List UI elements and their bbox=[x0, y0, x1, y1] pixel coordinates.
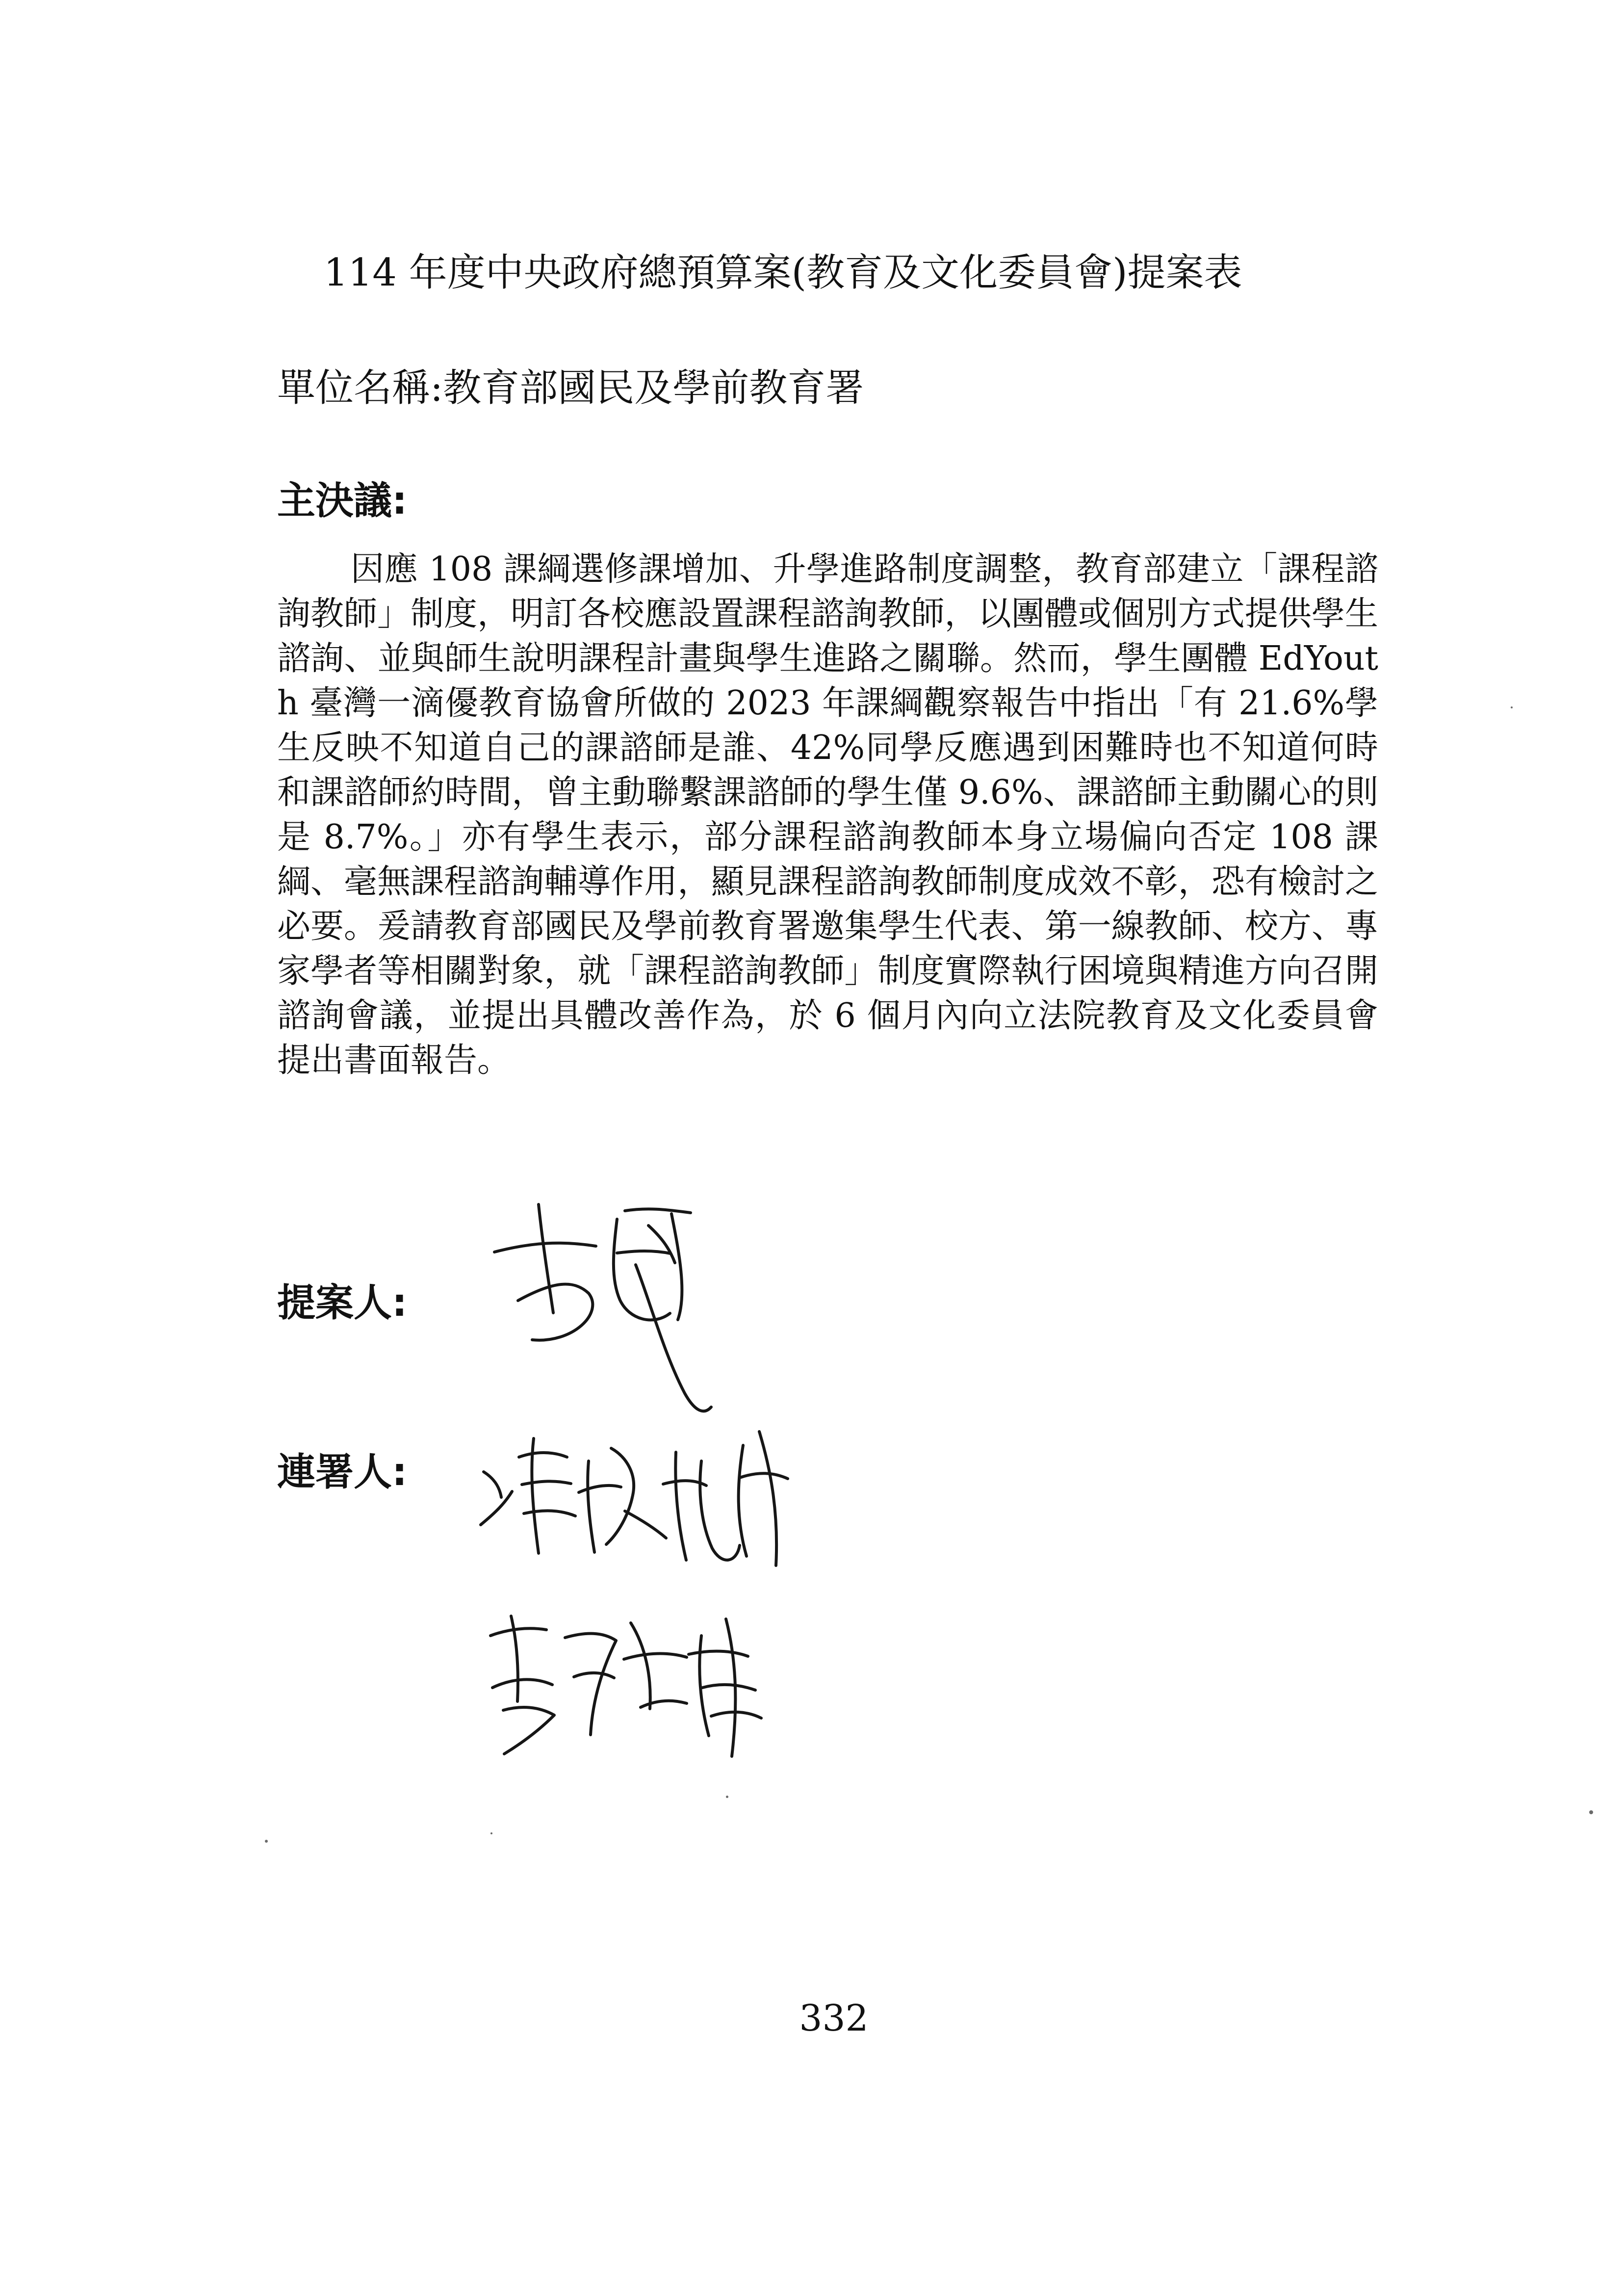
proposer-label: 提案人: bbox=[277, 1281, 408, 1325]
unit-line bbox=[277, 365, 864, 412]
scan-speck bbox=[726, 1796, 728, 1798]
cosigner-signature-1-icon bbox=[471, 1413, 844, 1590]
unit-name: 教育部國民及學前教育署 bbox=[443, 366, 864, 410]
document-title: 114 年度中央政府總預算案(教育及文化委員會)提案表 bbox=[324, 251, 1242, 295]
proposer-signature-icon bbox=[481, 1192, 755, 1428]
cosigner-signature-2-icon bbox=[481, 1594, 795, 1786]
page-number: 332 bbox=[799, 1997, 869, 2039]
cosigner-label: 連署人: bbox=[277, 1450, 408, 1494]
unit-label: 單位名稱: bbox=[277, 366, 443, 410]
scan-speck bbox=[265, 1840, 268, 1843]
scan-speck bbox=[1511, 706, 1513, 708]
scan-speck bbox=[490, 1832, 492, 1834]
scan-speck bbox=[1589, 1810, 1593, 1814]
resolution-heading: 主決議: bbox=[277, 479, 408, 523]
resolution-body: 因應 108 課綱選修課增加、升學進路制度調整，教育部建立「課程諮詢教師」制度，明訂各校應設置課程諮詢教師，以團體或個別方式提供學生諮詢、並與師生說明課程計畫與學生進路之關聯。然而，學生團體 EdYouth 臺灣一滴優教育協會所做的 2023 年課綱觀察報告中指出「有 21.6%學生反映不知道自己的課諮師是誰、42%同學反應遇到困難時也不知道何時和課諮師約時間，曾主動聯繫課諮師的學生僅 9.6%、課諮師主動關心的則是 8.7%。」亦有學生表示，部分課程諮詢教師本身立場偏向否定 108 課綱、毫無課程諮詢輔導作用，顯見課程諮詢教師制度成效不彰，恐有檢討之必要。爰請教育部國民及學前教育署邀集學生代表、第一線教師、校方、專家學者等相關對象，就「課程諮詢教師」制度實際執行困境與精進方向召開諮詢會議，並提出具體改善作為，於 6 個月內向立法院教育及文化委員會提出書面報告。 bbox=[277, 550, 1378, 1080]
